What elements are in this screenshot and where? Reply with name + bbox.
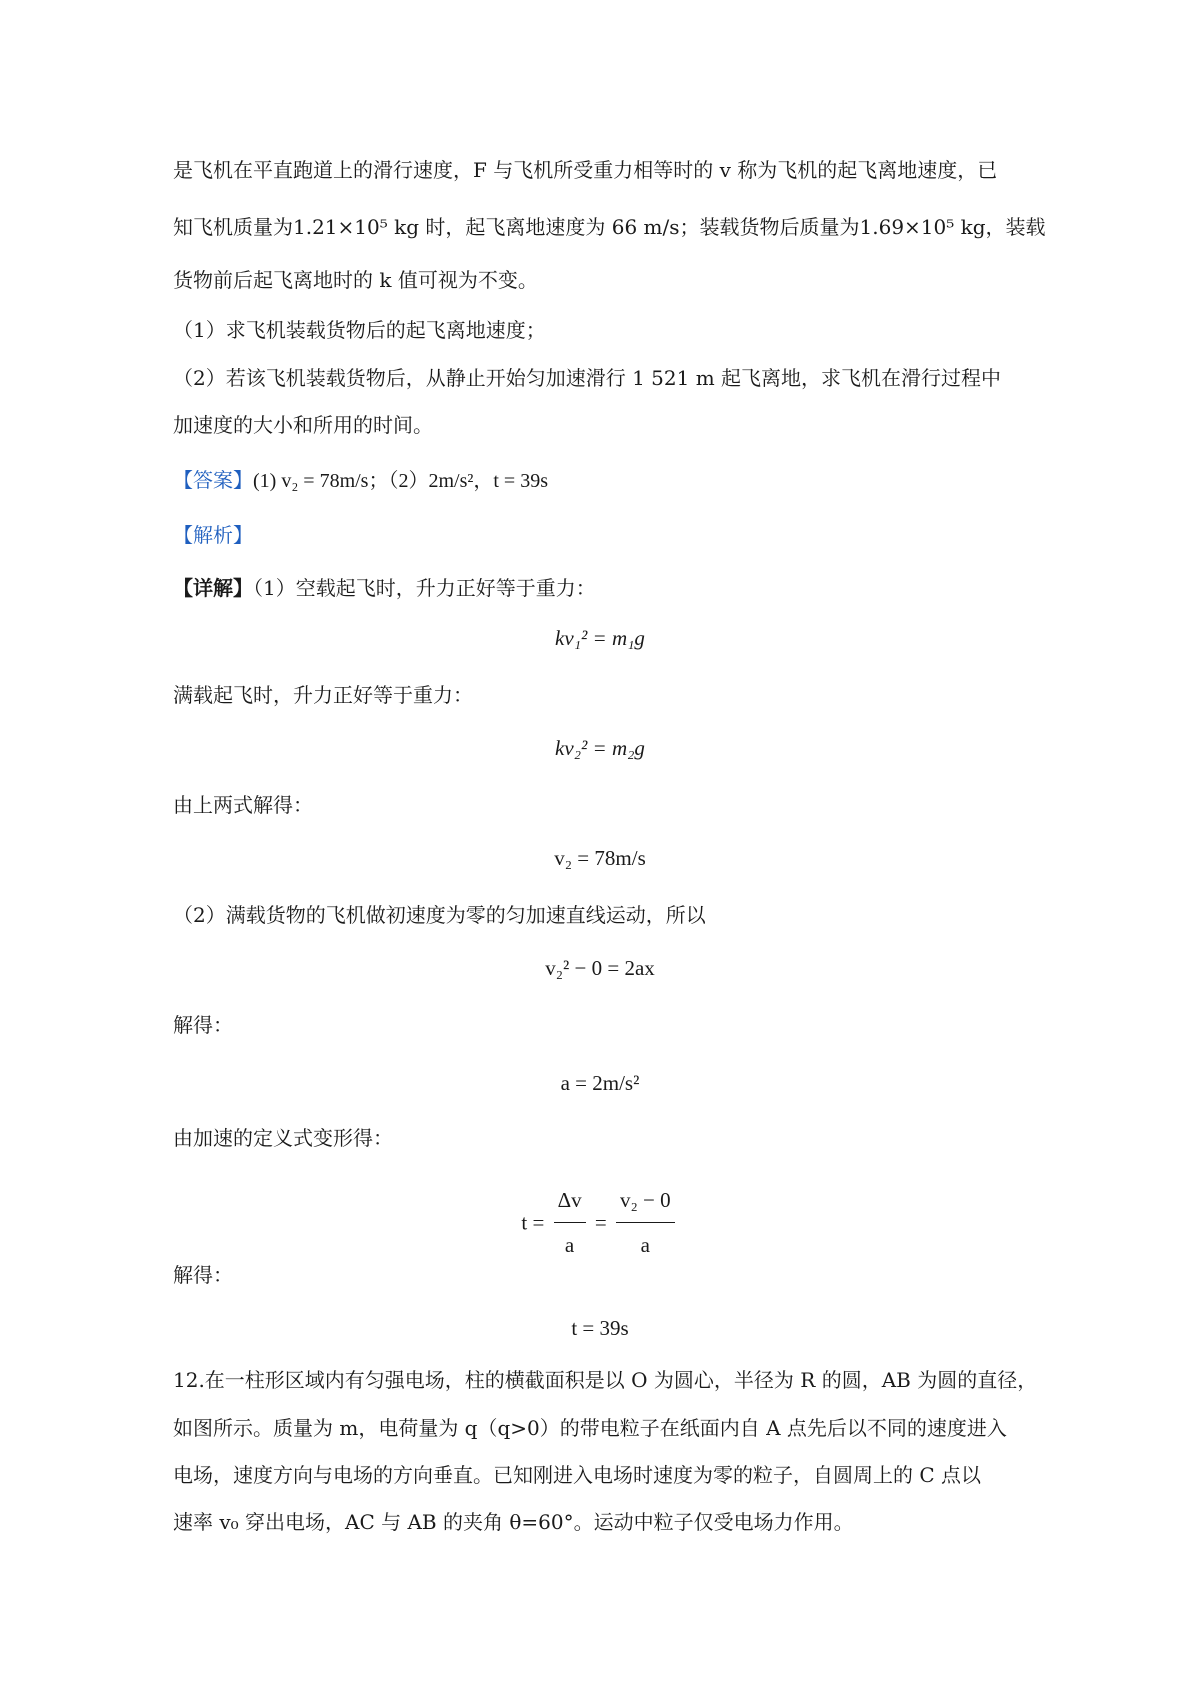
equation-6-equals: = xyxy=(594,1210,607,1235)
equation-5: a = 2m/s² xyxy=(560,1071,640,1095)
problem11-question-2-line-1: （2）若该飞机装载货物后，从静止开始匀加速滑行 1 521 m 起飞离地，求飞机在滑行过程中 xyxy=(173,366,1002,390)
answer-line xyxy=(173,465,1043,496)
equation-4: v₂² − 0 = 2ax xyxy=(545,956,655,980)
detail-step-3: 由上两式解得： xyxy=(173,793,313,817)
equation-3: v₂ = 78m/s xyxy=(554,846,646,870)
detail-step-5: 解得： xyxy=(173,1013,233,1037)
detail-step-7: 解得： xyxy=(173,1263,233,1287)
equation-7: t = 39s xyxy=(571,1316,629,1340)
equation-1 xyxy=(0,623,1200,653)
problem11-question-1: （1）求飞机装载货物后的起飞离地速度； xyxy=(173,318,546,342)
problem12-line-4: 速率 v₀ 穿出电场，AC 与 AB 的夹角 θ=60°。运动中粒子仅受电场力作用。 xyxy=(173,1510,854,1534)
problem12-line-2: 如图所示。质量为 m，电荷量为 q（q>0）的带电粒子在纸面内自 A 点先后以不同的速度进入 xyxy=(173,1416,1007,1440)
detail-tag: 【详解】 xyxy=(173,576,253,600)
equation-6-fraction-2-numerator: v₂ − 0 xyxy=(616,1180,675,1223)
problem12-line-3: 电场，速度方向与电场的方向垂直。已知刚进入电场时速度为零的粒子，自圆周上的 C 点以 xyxy=(173,1463,982,1487)
problem12-line-1: 12.在一柱形区域内有匀强电场，柱的横截面积是以 O 为圆心，半径为 R 的圆，AB 为圆的直径， xyxy=(173,1368,1038,1392)
answer-text: (1) v₂ = 78m/s；（2）2m/s²，t = 39s xyxy=(253,470,548,492)
detail-step-6: 由加速的定义式变形得： xyxy=(173,1126,393,1150)
equation-6-fraction-1-denominator: a xyxy=(564,1233,575,1257)
detail-step-2: 满载起飞时，升力正好等于重力： xyxy=(173,683,473,707)
answer-tag: 【答案】 xyxy=(173,468,253,492)
problem11-question-2-line-2: 加速度的大小和所用的时间。 xyxy=(173,413,433,437)
problem11-intro-line-2: 知飞机质量为1.21×10⁵ kg 时，起飞离地速度为 66 m/s；装载货物后质量为1.69×10⁵ kg，装载 xyxy=(173,215,1046,239)
equation-1-text: kv₁² = m₁g xyxy=(555,626,645,650)
analysis-tag: 【解析】 xyxy=(173,523,253,547)
problem11-intro-line-1: 是飞机在平直跑道上的滑行速度，F 与飞机所受重力相等时的 v 称为飞机的起飞离地速度，已 xyxy=(173,158,998,182)
equation-6-fraction-1-numerator: Δv xyxy=(554,1180,586,1223)
problem11-intro-line-3: 货物前后起飞离地时的 k 值可视为不变。 xyxy=(173,268,538,292)
detail-line-1 xyxy=(173,573,1043,603)
equation-6-fraction-1 xyxy=(554,1180,586,1265)
detail-step-4: （2）满载货物的飞机做初速度为零的匀加速直线运动，所以 xyxy=(173,903,706,927)
equation-6-fraction-2-denominator: a xyxy=(640,1233,650,1257)
detail-step-1: （1）空载起飞时，升力正好等于重力： xyxy=(253,576,596,600)
equation-6-fraction-2 xyxy=(616,1180,675,1265)
equation-6 xyxy=(0,1180,1200,1265)
equation-6-left: t = xyxy=(521,1210,545,1235)
equation-2 xyxy=(0,733,1200,763)
equation-2-text: kv₂² = m₂g xyxy=(555,736,645,760)
